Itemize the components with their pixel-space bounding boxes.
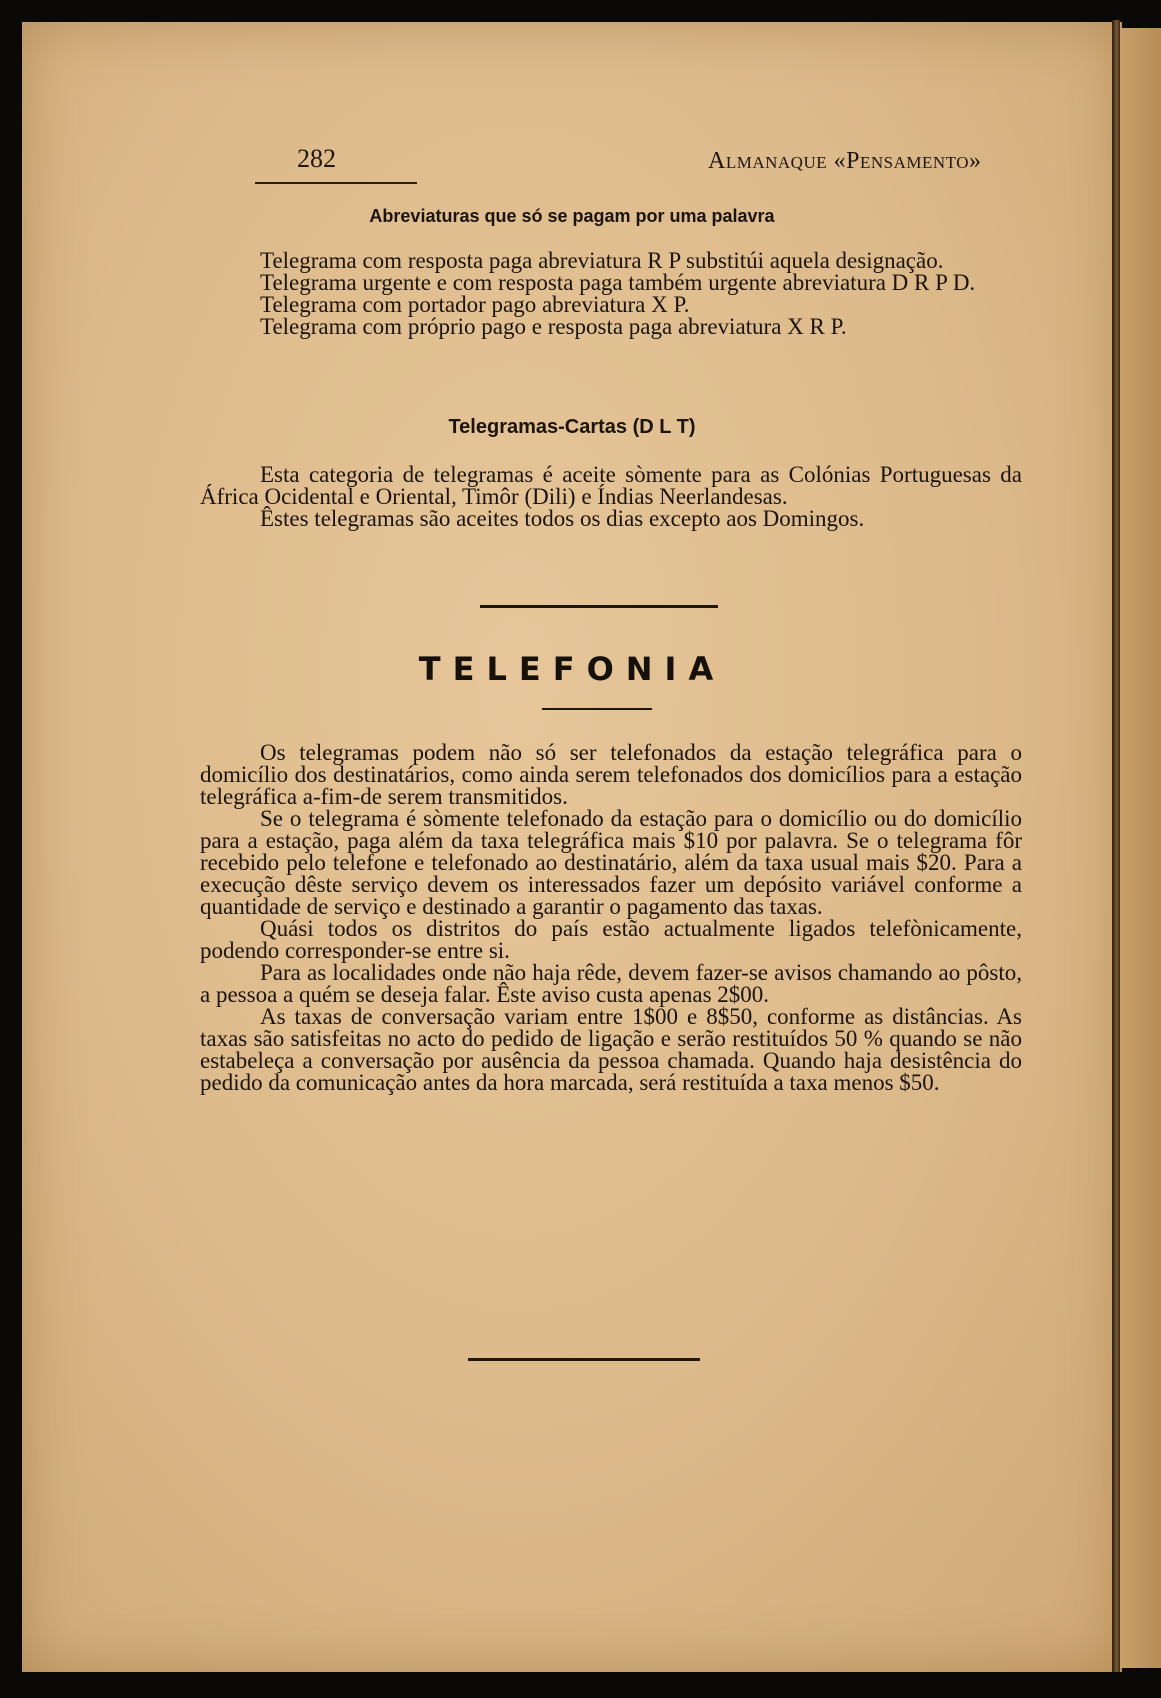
abbreviation-paragraph: Telegrama com próprio pago e resposta paga abreviatura X R P. — [260, 314, 847, 339]
telephony-paragraph: Os telegramas podem não só ser telefonados da estação telegráfica para o domicílio dos destinatários, como ainda serem telefonados dos domicílios para a estação telegráfica a-fim-de serem transmitidos. — [200, 740, 1022, 809]
header-rule — [255, 182, 417, 184]
running-title: Almanaque «Pensamento» — [708, 148, 982, 174]
abbreviation-paragraph: Telegrama com portador pago abreviatura X P. — [260, 292, 690, 317]
telephony-paragraph: Para as localidades onde não haja rêde, devem fazer-se avisos chamando ao pôsto, a pessoa a quém se deseja falar. Êste aviso custa apenas 2$00. — [200, 960, 1022, 1007]
end-rule — [468, 1358, 700, 1361]
telephony-title: TELEFONIA — [418, 650, 726, 688]
telephony-paragraph: Se o telegrama é sòmente telefonado da estação para o domicílio ou do domicílio para a estação, paga além da taxa telegráfica mais $10 por palavra. Se o telegrama fôr recebido pelo telefone e telefonado ao destinatário, além da taxa usual mais $20. Para a execução dêste serviço devem os interessados fazer um depósito variável conforme a quantidade de serviço e destinado a garantir o pagamento das taxas. — [200, 806, 1022, 919]
paper-sheet — [22, 22, 1122, 1672]
binding-fold — [1112, 20, 1120, 1672]
page-number: 282 — [297, 144, 336, 173]
page-header — [22, 144, 1122, 184]
telegram-letters-paragraph: Esta categoria de telegramas é aceite sòmente para as Colónias Portuguesas da África Ocidental e Oriental, Timôr (Dili) e Índias Neerlandesas. — [200, 462, 1022, 509]
telephony-section — [200, 742, 1022, 1094]
abbreviations-heading: Abreviaturas que só se pagam por uma palavra — [369, 206, 775, 226]
section-divider — [480, 605, 718, 608]
telephony-paragraph: As taxas de conversação variam entre 1$00 e 8$50, conforme as distâncias. As taxas são satisfeitas no acto do pedido de ligação e serão restituídos 50 % quando se não estabeleça a conversação por ausência da pessoa chamada. Quando haja desistência do pedido da comunicação antes da hora marcada, será restituída a taxa menos $50. — [200, 1004, 1022, 1095]
adjacent-page-edge — [1120, 28, 1161, 1668]
title-underline — [542, 708, 652, 710]
abbreviation-paragraph: Telegrama urgente e com resposta paga também urgente abreviatura D R P D. — [260, 270, 976, 295]
telegram-letters-section — [200, 464, 1022, 530]
abbreviations-section — [200, 250, 1022, 338]
abbreviation-paragraph: Telegrama com resposta paga abreviatura R P substitúi aquela designação. — [260, 248, 944, 273]
telegram-letters-paragraph: Êstes telegramas são aceites todos os dias excepto aos Domingos. — [260, 506, 865, 531]
telegram-letters-heading: Telegramas-Cartas (D L T) — [448, 416, 696, 438]
telephony-paragraph: Quási todos os distritos do país estão actualmente ligados telefònicamente, podendo corresponder-se entre si. — [200, 916, 1022, 963]
